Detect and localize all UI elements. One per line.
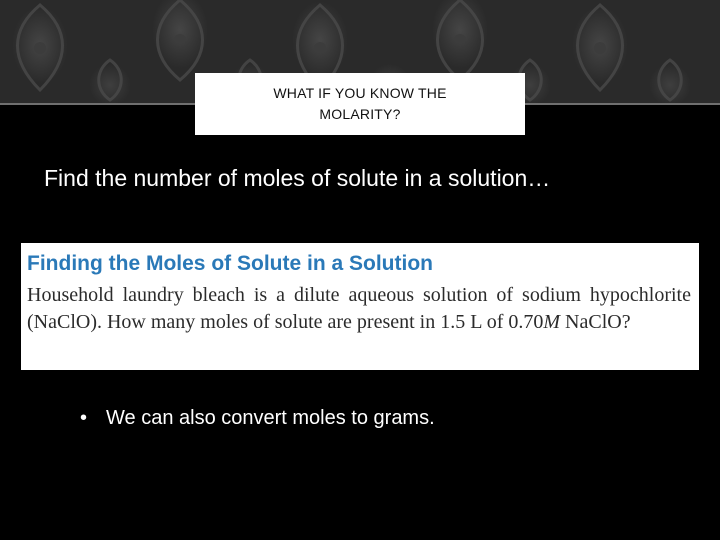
problem-text-part1: Household laundry bleach is a dilute aqueous solution of sodium hypochlorite (NaClO). How many moles of solute are present in 1.5 L of 0.70 xyxy=(27,284,691,333)
problem-heading: Finding the Moles of Solute in a Solution xyxy=(27,252,433,275)
example-problem-image xyxy=(21,243,699,370)
bullet-text: We can also convert moles to grams. xyxy=(106,407,435,429)
problem-text-italic: M xyxy=(543,311,561,333)
bullet-item xyxy=(80,407,435,430)
problem-text-part2: NaClO? xyxy=(560,311,631,333)
title-box xyxy=(195,73,525,135)
slide-subtitle: Find the number of moles of solute in a solution… xyxy=(44,165,551,191)
slide-title: WHAT IF YOU KNOW THE MOLARITY? xyxy=(273,85,447,122)
bullet-marker: • xyxy=(80,407,88,429)
problem-text xyxy=(27,282,691,336)
